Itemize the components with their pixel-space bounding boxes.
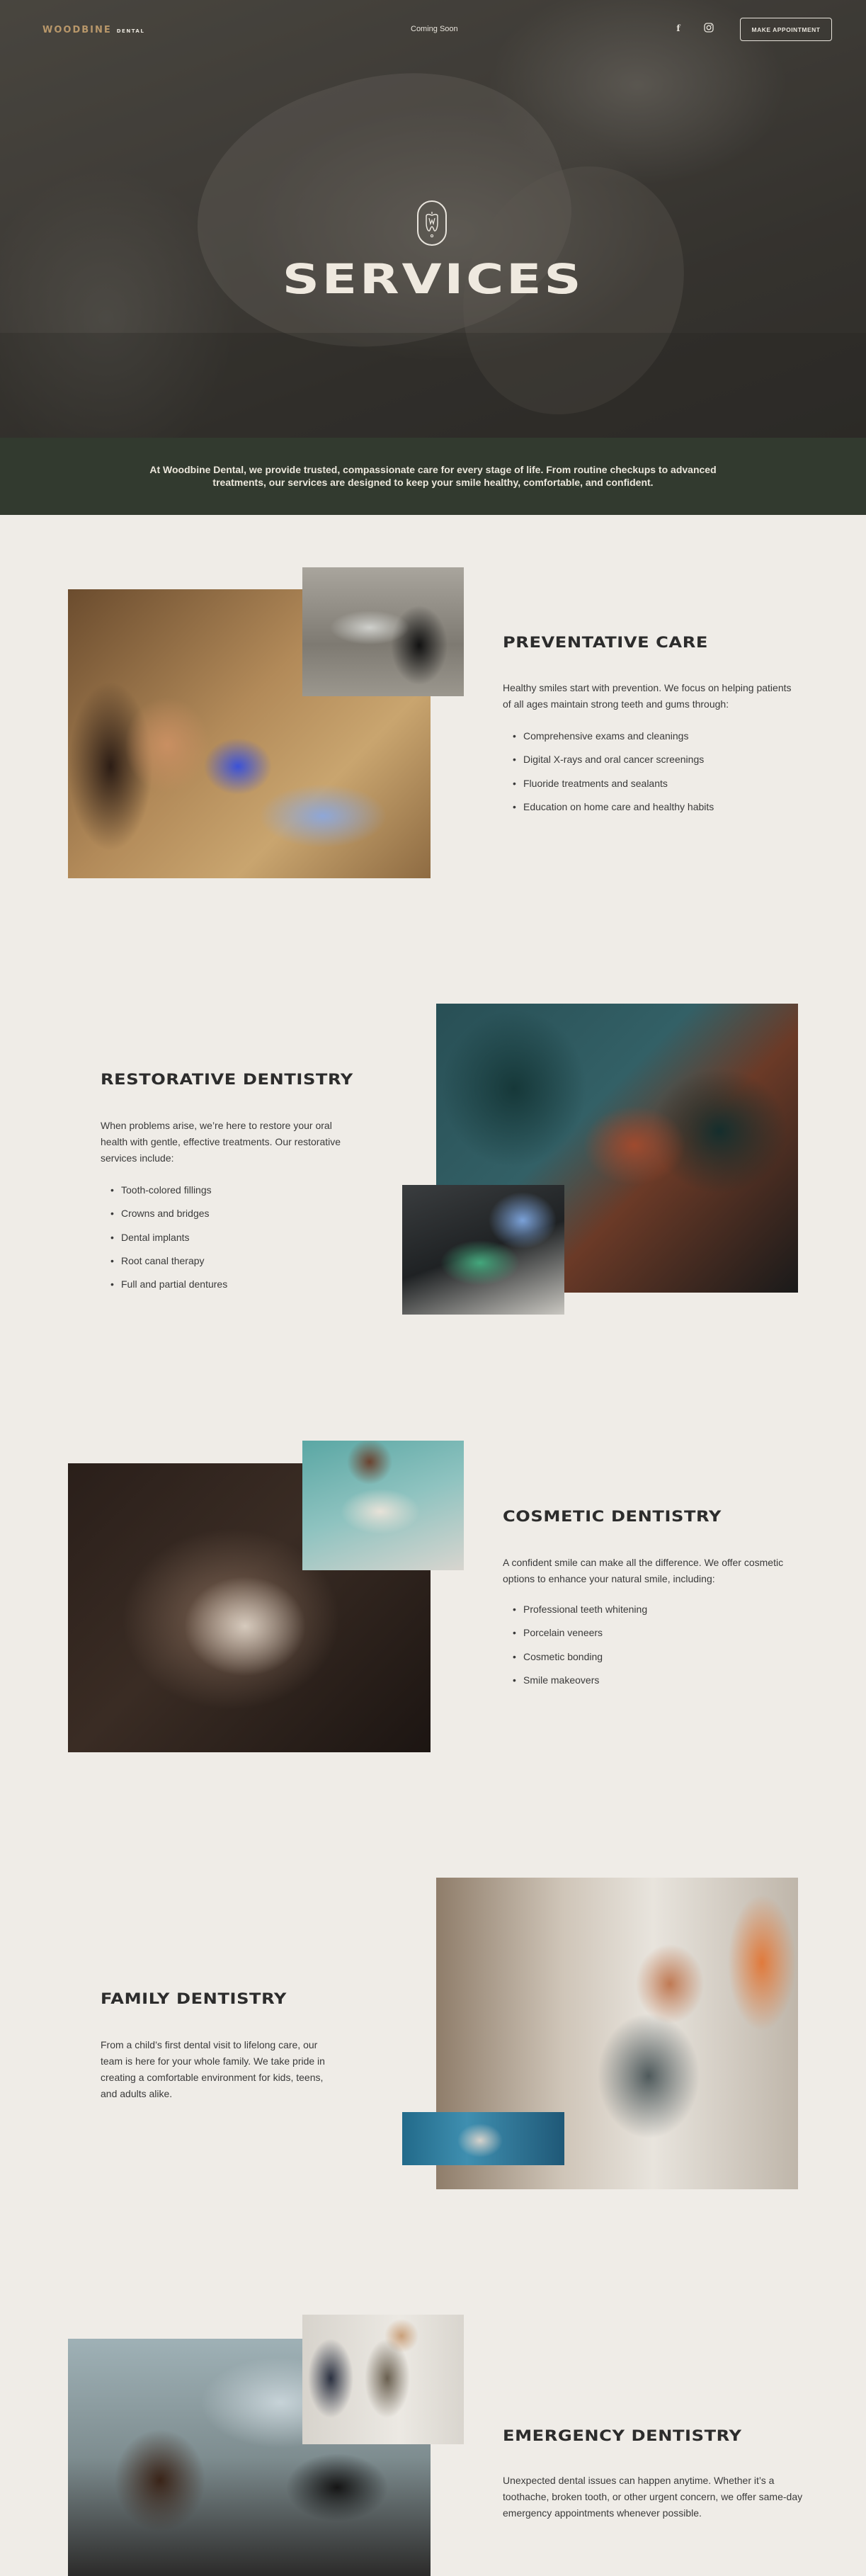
section-service-list — [503, 725, 814, 819]
list-item: • Digital X-rays and oral cancer screenings — [503, 748, 814, 771]
list-item: • Root canal therapy — [101, 1249, 341, 1273]
section-title: EMERGENCY DENTISTRY — [503, 2427, 742, 2444]
service-photo-inset — [402, 1185, 564, 1315]
nav-link-coming-soon[interactable]: Coming Soon — [411, 25, 458, 33]
tooth-logo-glyph — [418, 202, 445, 244]
list-item: • Education on home care and healthy habits — [503, 795, 814, 819]
list-item: • Full and partial dentures — [101, 1273, 341, 1296]
list-item: • Crowns and bridges — [101, 1202, 341, 1225]
section-title: PREVENTATIVE CARE — [503, 634, 708, 651]
section-description: Unexpected dental issues can happen anytime. Whether it’s a toothache, broken tooth, or other urgent concern, we offer same-day emergency appointments whenever possible. — [503, 2475, 803, 2519]
intro-text: At Woodbine Dental, we provide trusted, compassionate care for every stage of life. From routine checkups to advanced treatments, our services are designed to keep your smile healthy, comfortable, and confident. — [149, 464, 717, 488]
logo-wordmark: WOODBINE — [42, 25, 112, 35]
intro-band — [0, 438, 866, 515]
logo-subtitle: DENTAL — [116, 28, 145, 34]
section-service-list — [503, 1598, 814, 1692]
tooth-logo-icon — [417, 200, 447, 246]
site-logo[interactable] — [42, 25, 144, 35]
site-header — [0, 0, 866, 58]
list-item: • Porcelain veneers — [503, 1621, 814, 1645]
section-title: FAMILY DENTISTRY — [101, 1990, 287, 2007]
service-photo-inset — [302, 567, 464, 696]
section-service-list — [101, 1179, 341, 1296]
list-item: • Cosmetic bonding — [503, 1645, 814, 1669]
section-description: From a child’s first dental visit to lifelong care, our team is here for your whole family. We take pride in creating a comfortable environment for kids, teens, and adults alike. — [101, 2039, 325, 2099]
section-title: RESTORATIVE DENTISTRY — [101, 1071, 353, 1088]
section-title: COSMETIC DENTISTRY — [503, 1508, 722, 1525]
service-photo-inset — [402, 2112, 564, 2165]
list-item: • Smile makeovers — [503, 1669, 814, 1692]
section-description: A confident smile can make all the difference. We offer cosmetic options to enhance your natural smile, including: — [503, 1557, 784, 1584]
list-item: • Comprehensive exams and cleanings — [503, 725, 814, 748]
facebook-icon[interactable]: f — [676, 23, 680, 33]
page-title: SERVICES — [282, 255, 584, 303]
list-item: • Professional teeth whitening — [503, 1598, 814, 1621]
instagram-icon[interactable] — [703, 23, 714, 34]
hero-section — [0, 0, 866, 438]
list-item: • Fluoride treatments and sealants — [503, 772, 814, 795]
section-description: When problems arise, we’re here to restore your oral health with gentle, effective treatments. Our restorative services include: — [101, 1120, 341, 1164]
list-item: • Dental implants — [101, 1226, 341, 1249]
service-photo-inset — [302, 2315, 464, 2444]
section-description: Healthy smiles start with prevention. We focus on helping patients of all ages maintain strong teeth and gums through: — [503, 682, 792, 710]
make-appointment-button[interactable]: MAKE APPOINTMENT — [740, 18, 832, 41]
instagram-icon-glyph — [704, 23, 714, 33]
list-item: • Tooth-colored fillings — [101, 1179, 341, 1202]
service-photo-inset — [302, 1441, 464, 1570]
